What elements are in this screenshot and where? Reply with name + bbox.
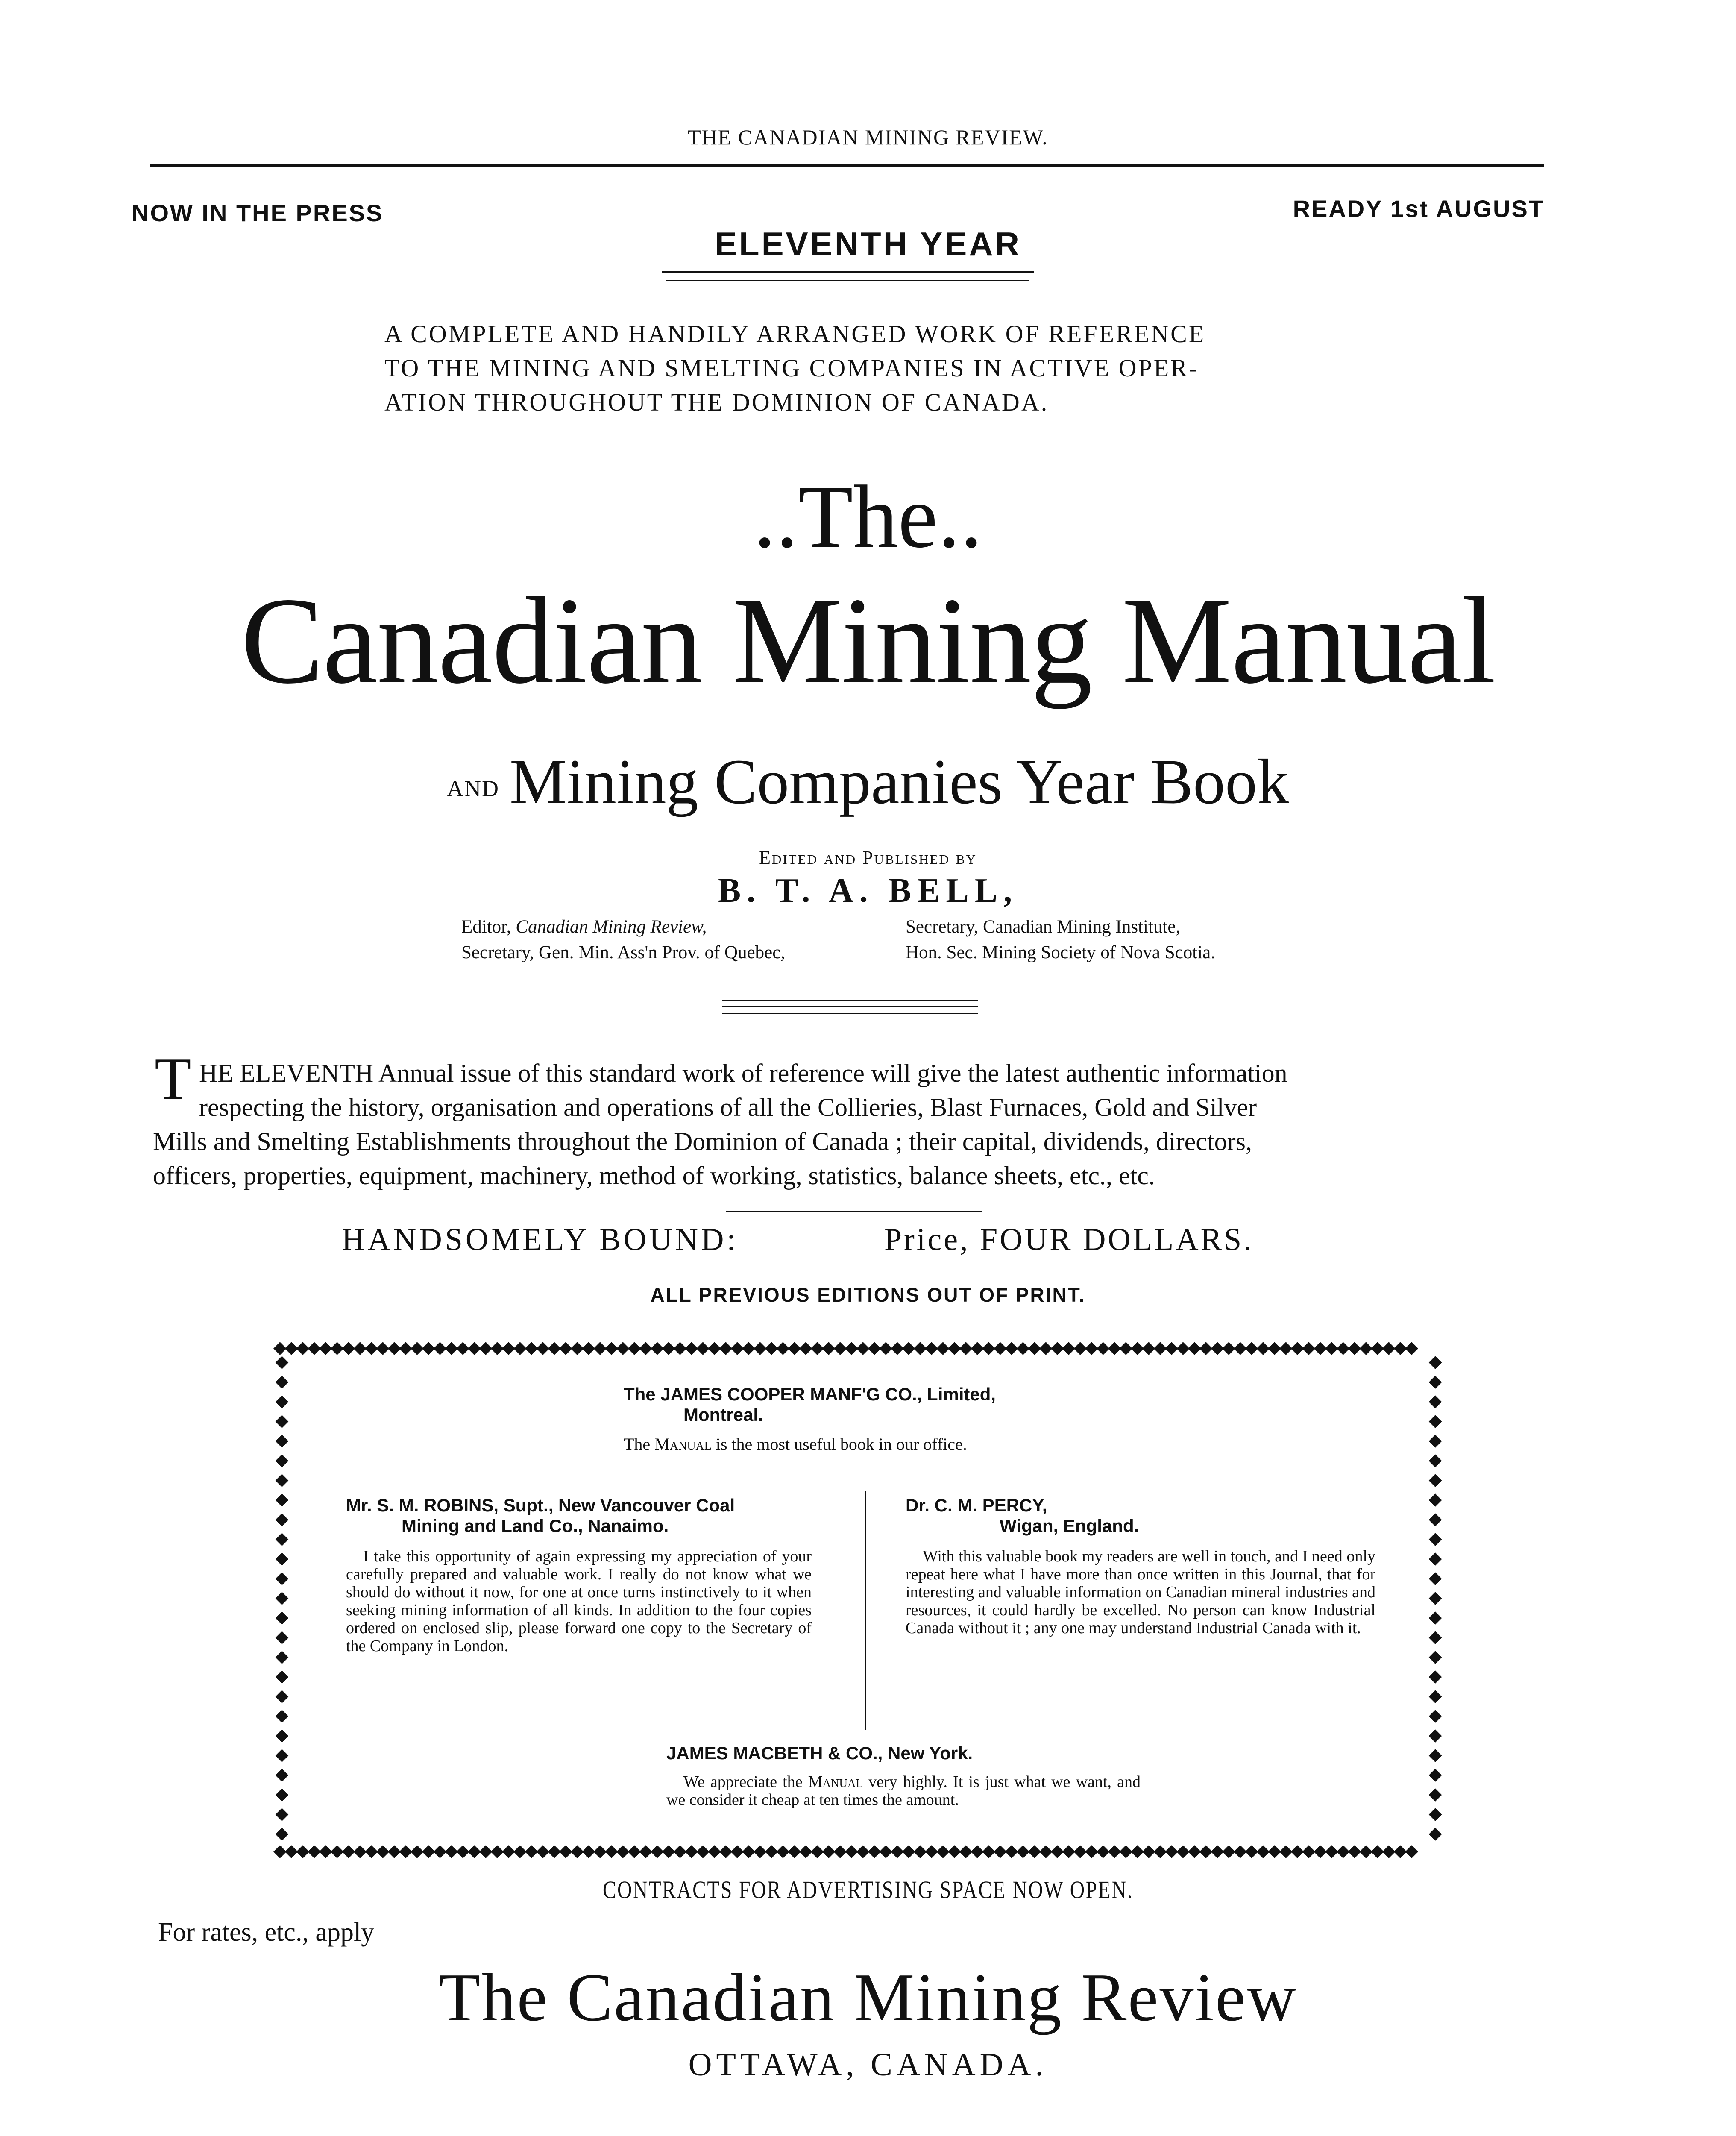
editor-role-right-1: Secretary, Canadian Mining Institute, bbox=[906, 917, 1181, 937]
robins-place: Mining and Land Co., Nanaimo. bbox=[402, 1516, 669, 1536]
editor-role-right-2: Hon. Sec. Mining Society of Nova Scotia. bbox=[906, 942, 1215, 962]
publisher-name: The Canadian Mining Review bbox=[438, 1959, 1298, 2035]
box-border-bottom: ◆◆◆◆◆◆◆◆◆◆◆◆◆◆◆◆◆◆◆◆◆◆◆◆◆◆◆◆◆◆◆◆◆◆◆◆◆◆◆◆◆◆◆◆◆◆◆◆◆◆◆◆◆◆◆◆◆◆◆◆◆◆◆◆◆◆◆◆◆◆◆◆◆◆◆◆◆◆◆◆◆◆◆◆◆◆◆◆◆◆◆◆◆◆◆◆◆◆◆◆ bbox=[273, 1842, 1417, 1859]
divider-rule-3 bbox=[722, 1013, 978, 1014]
edition-heading: ELEVENTH YEAR bbox=[714, 225, 1022, 263]
subtitle-row bbox=[0, 743, 1736, 827]
robins-quote: I take this opportunity of again expressing my appreciation of your carefully prepared and valuable work. I really do not know what we should do without it now, for one at once turns instinctively to it when seeking mining information of all kinds. In addition to the four copies ordered on enclosed slip, please forward one copy to the Secretary of the Company in London. bbox=[346, 1547, 812, 1655]
cooper-name: The JAMES COOPER MANF'G CO., Limited, bbox=[624, 1384, 996, 1404]
testimonial-divider bbox=[865, 1491, 866, 1730]
price-label: Price, FOUR DOLLARS. bbox=[884, 1222, 1254, 1257]
editor-roles-left bbox=[461, 914, 889, 965]
running-head: THE CANADIAN MINING REVIEW. bbox=[688, 125, 1048, 149]
apply-line: For rates, etc., apply bbox=[158, 1918, 375, 1947]
testimonial-robins bbox=[346, 1495, 812, 1655]
box-border-right: ◆ ◆ ◆ ◆ ◆ ◆ ◆ ◆ ◆ ◆ ◆ ◆ ◆ ◆ ◆ ◆ ◆ ◆ ◆ ◆ ◆ ◆ ◆ ◆ ◆ bbox=[1428, 1352, 1442, 1843]
macbeth-name: JAMES MACBETH & CO., New York. bbox=[666, 1743, 973, 1763]
intro-line-2: TO THE MINING AND SMELTING COMPANIES IN ACTIVE OPER- bbox=[384, 354, 1199, 382]
description-line-3: Mills and Smelting Establishments throughout the Dominion of Canada ; their capital, dividends, directors, bbox=[153, 1127, 1252, 1156]
testimonial-percy bbox=[906, 1495, 1375, 1637]
header-rule-thick bbox=[150, 164, 1544, 167]
edited-by: Edited and Published by bbox=[759, 847, 977, 868]
percy-place: Wigan, England. bbox=[1000, 1516, 1139, 1536]
description-line-2: respecting the history, organisation and operations of all the Collieries, Blast Furnaces, Gold and Silver bbox=[199, 1093, 1257, 1121]
edition-underline-2 bbox=[666, 280, 1029, 281]
editor-role-left-1: Editor, Canadian Mining Review, bbox=[461, 917, 707, 937]
subtitle-text: Mining Companies Year Book bbox=[509, 746, 1290, 817]
ready-date: READY 1st AUGUST bbox=[1293, 195, 1545, 222]
description-rule bbox=[726, 1211, 982, 1212]
robins-name: Mr. S. M. ROBINS, Supt., New Vancouver Coal bbox=[346, 1495, 735, 1515]
box-border-top: ◆◆◆◆◆◆◆◆◆◆◆◆◆◆◆◆◆◆◆◆◆◆◆◆◆◆◆◆◆◆◆◆◆◆◆◆◆◆◆◆◆◆◆◆◆◆◆◆◆◆◆◆◆◆◆◆◆◆◆◆◆◆◆◆◆◆◆◆◆◆◆◆◆◆◆◆◆◆◆◆◆◆◆◆◆◆◆◆◆◆◆◆◆◆◆◆◆◆◆◆ bbox=[273, 1339, 1417, 1356]
binding-label: HANDSOMELY BOUND: bbox=[342, 1222, 739, 1257]
macbeth-quote: We appreciate the Manual very highly. It is just what we want, and we consider it cheap at ten times the amount. bbox=[666, 1773, 1141, 1809]
divider-rule-1 bbox=[722, 1000, 978, 1001]
cooper-place: Montreal. bbox=[683, 1405, 763, 1425]
subtitle-and: AND bbox=[446, 775, 499, 801]
contracts-line: CONTRACTS FOR ADVERTISING SPACE NOW OPEN. bbox=[602, 1876, 1134, 1904]
editor-role-left-2: Secretary, Gen. Min. Ass'n Prov. of Quebec, bbox=[461, 942, 786, 962]
now-in-press: NOW IN THE PRESS bbox=[132, 200, 384, 226]
percy-quote: With this valuable book my readers are well in touch, and I need only repeat here what I have more than once written in this Journal, that for interesting and valuable information on Canadian mineral industries and resources, it could hardly be excelled. No person can know Industrial Canada without it ; any one may understand Industrial Canada with it. bbox=[906, 1547, 1375, 1637]
edition-underline-1 bbox=[662, 271, 1034, 273]
editor-name: B. T. A. BELL, bbox=[718, 872, 1018, 910]
box-border-left: ◆ ◆ ◆ ◆ ◆ ◆ ◆ ◆ ◆ ◆ ◆ ◆ ◆ ◆ ◆ ◆ ◆ ◆ ◆ ◆ ◆ ◆ ◆ ◆ ◆ bbox=[275, 1352, 289, 1843]
description-line-4: officers, properties, equipment, machinery, method of working, statistics, balance sheets, etc., etc. bbox=[153, 1162, 1155, 1190]
description-paragraph bbox=[153, 1056, 1550, 1193]
title-small: ..The.. bbox=[753, 467, 983, 566]
testimonial-macbeth bbox=[666, 1743, 1141, 1809]
testimonial-cooper bbox=[624, 1384, 1094, 1454]
editor-roles-right bbox=[906, 914, 1333, 965]
intro-block bbox=[384, 317, 1367, 420]
publisher-city: OTTAWA, CANADA. bbox=[688, 2047, 1048, 2083]
cooper-quote: The Manual is the most useful book in our office. bbox=[624, 1435, 967, 1454]
title-main: Canadian Mining Manual bbox=[240, 572, 1495, 709]
divider-rule-2 bbox=[722, 1006, 978, 1007]
percy-name: Dr. C. M. PERCY, bbox=[906, 1495, 1047, 1515]
intro-line-3: ATION THROUGHOUT THE DOMINION OF CANADA. bbox=[384, 388, 1049, 416]
out-of-print: ALL PREVIOUS EDITIONS OUT OF PRINT. bbox=[650, 1284, 1086, 1306]
intro-line-1: A COMPLETE AND HANDILY ARRANGED WORK OF REFERENCE bbox=[384, 320, 1206, 348]
description-line-1: HE ELEVENTH Annual issue of this standard work of reference will give the latest authentic information bbox=[199, 1059, 1287, 1087]
description-drop-cap: T bbox=[155, 1046, 191, 1112]
